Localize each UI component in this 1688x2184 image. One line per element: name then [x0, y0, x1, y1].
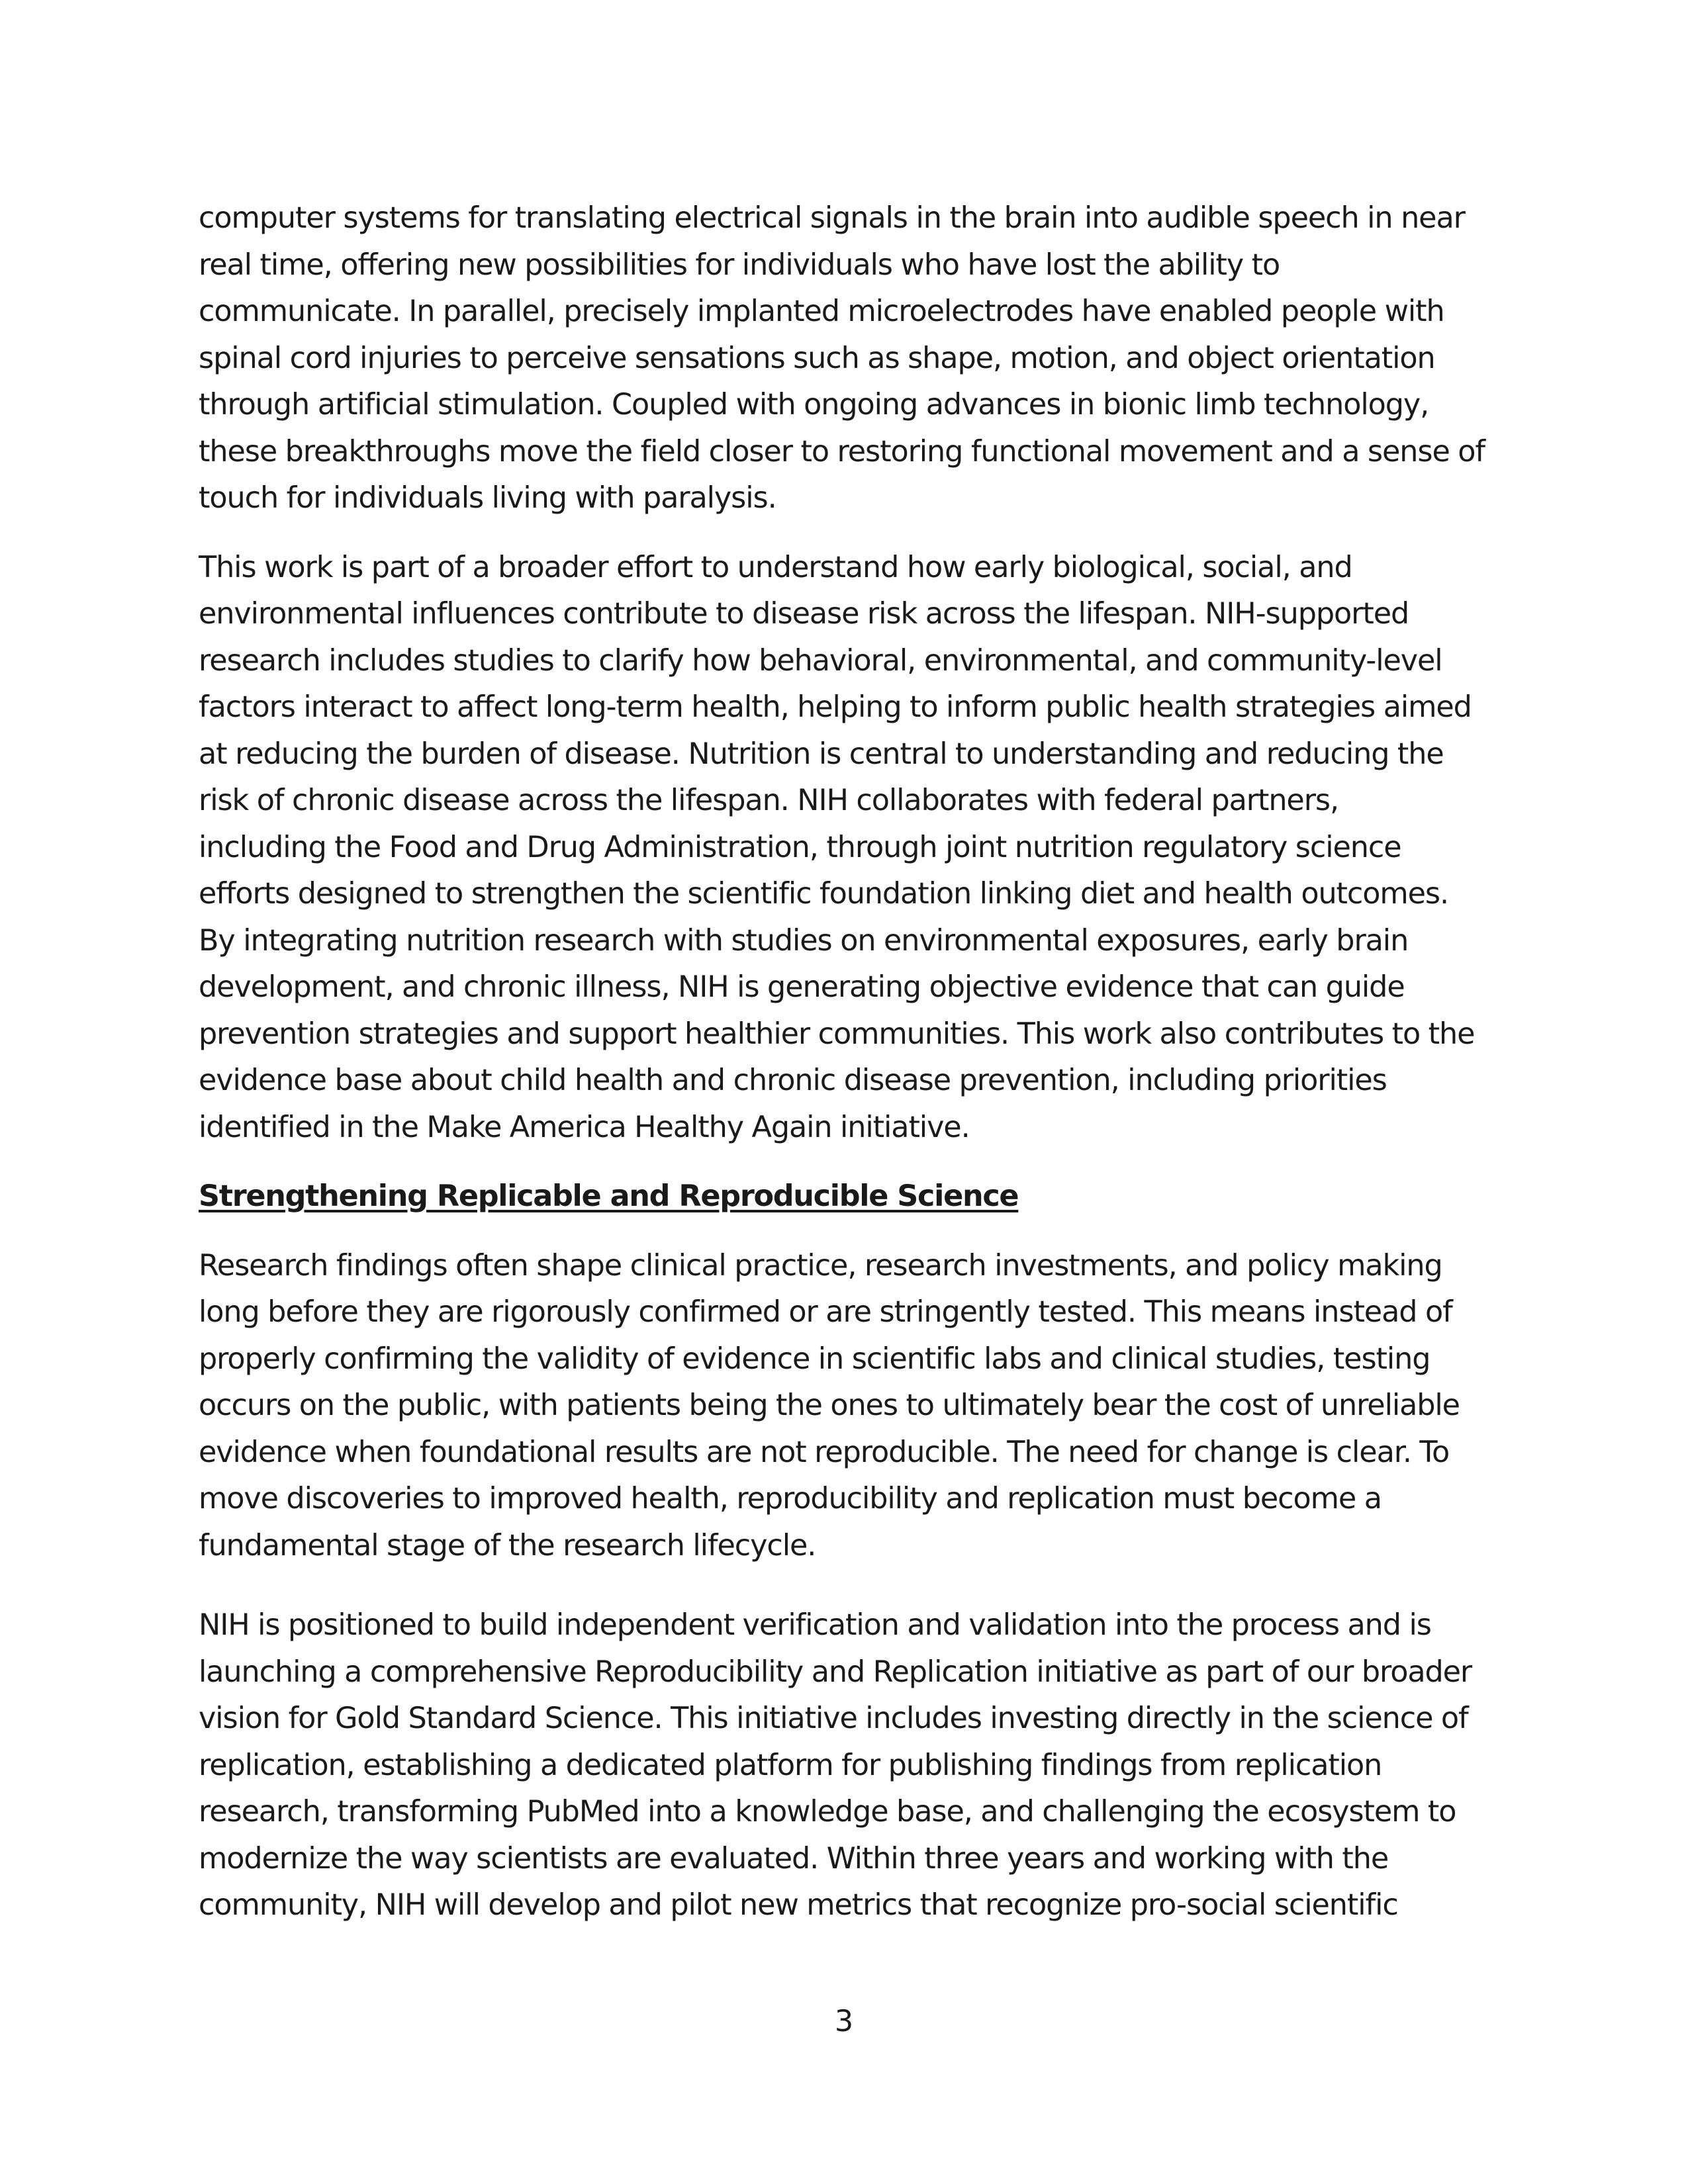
paragraph-research-findings: Research findings often shape clinical practice, research investments, and policy making long before they are rigorously confirmed or are stringently tested. This means instead of properly confirming the validity of evidence in scientific labs and clinical studies, testing occurs on the public, with patients being the ones to ultimately bear the cost of unreliable evidence when foundational results are not reproducible. The need for change is clear. To move discoveries to improved health, reproducibility and replication must become a fundamental stage of the research lifecycle. [199, 1248, 1460, 1563]
document-body [199, 195, 1496, 1929]
paragraph-bci-speech: computer systems for translating electrical signals in the brain into audible speech in near real time, offering new possibilities for individuals who have lost the ability to communicate. In parallel, precisely implanted microelectrodes have enabled people with spinal cord injuries to perceive sensations such as shape, motion, and object orientation through artificial stimulation. Coupled with ongoing advances in bionic limb technology, these breakthroughs move the field closer to restoring functional movement and a sense of touch for individuals living with paralysis. [199, 201, 1485, 515]
paragraph-nih-initiative: NIH is positioned to build independent verification and validation into the process and is launching a comprehensive Reproducibility and Replication initiative as part of our broader vision for Gold Standard Science. This initiative includes investing directly in the science of replication, establishing a dedicated platform for publishing findings from replication research, transforming PubMed into a knowledge base, and challenging the ecosystem to modernize the way scientists are evaluated. Within three years and working with the community, NIH will develop and pilot new metrics that recognize pro-social scientific [199, 1608, 1472, 1922]
paragraph-early-influences: This work is part of a broader effort to understand how early biological, social, and environmental influences contribute to disease risk across the lifespan. NIH-supported research includes studies to clarify how behavioral, environmental, and community-level factors interact to affect long-term health, helping to inform public health strategies aimed at reducing the burden of disease. Nutrition is central to understanding and reducing the risk of chronic disease across the lifespan. NIH collaborates with federal partners, including the Food and Drug Administration, through joint nutrition regulatory science efforts designed to strengthen the scientific foundation linking diet and health outcomes. By integrating nutrition research with studies on environmental exposures, early brain development, and chronic illness, NIH is generating objective evidence that can guide prevention strategies and support healthier communities. This work also contributes to the evidence base about child health and chronic disease prevention, including priorities identified in the Make America Healthy Again initiative. [199, 550, 1475, 1144]
section-heading-replicable-science: Strengthening Replicable and Reproducible Science [199, 1179, 1019, 1213]
page-number: 3 [834, 2005, 854, 2038]
